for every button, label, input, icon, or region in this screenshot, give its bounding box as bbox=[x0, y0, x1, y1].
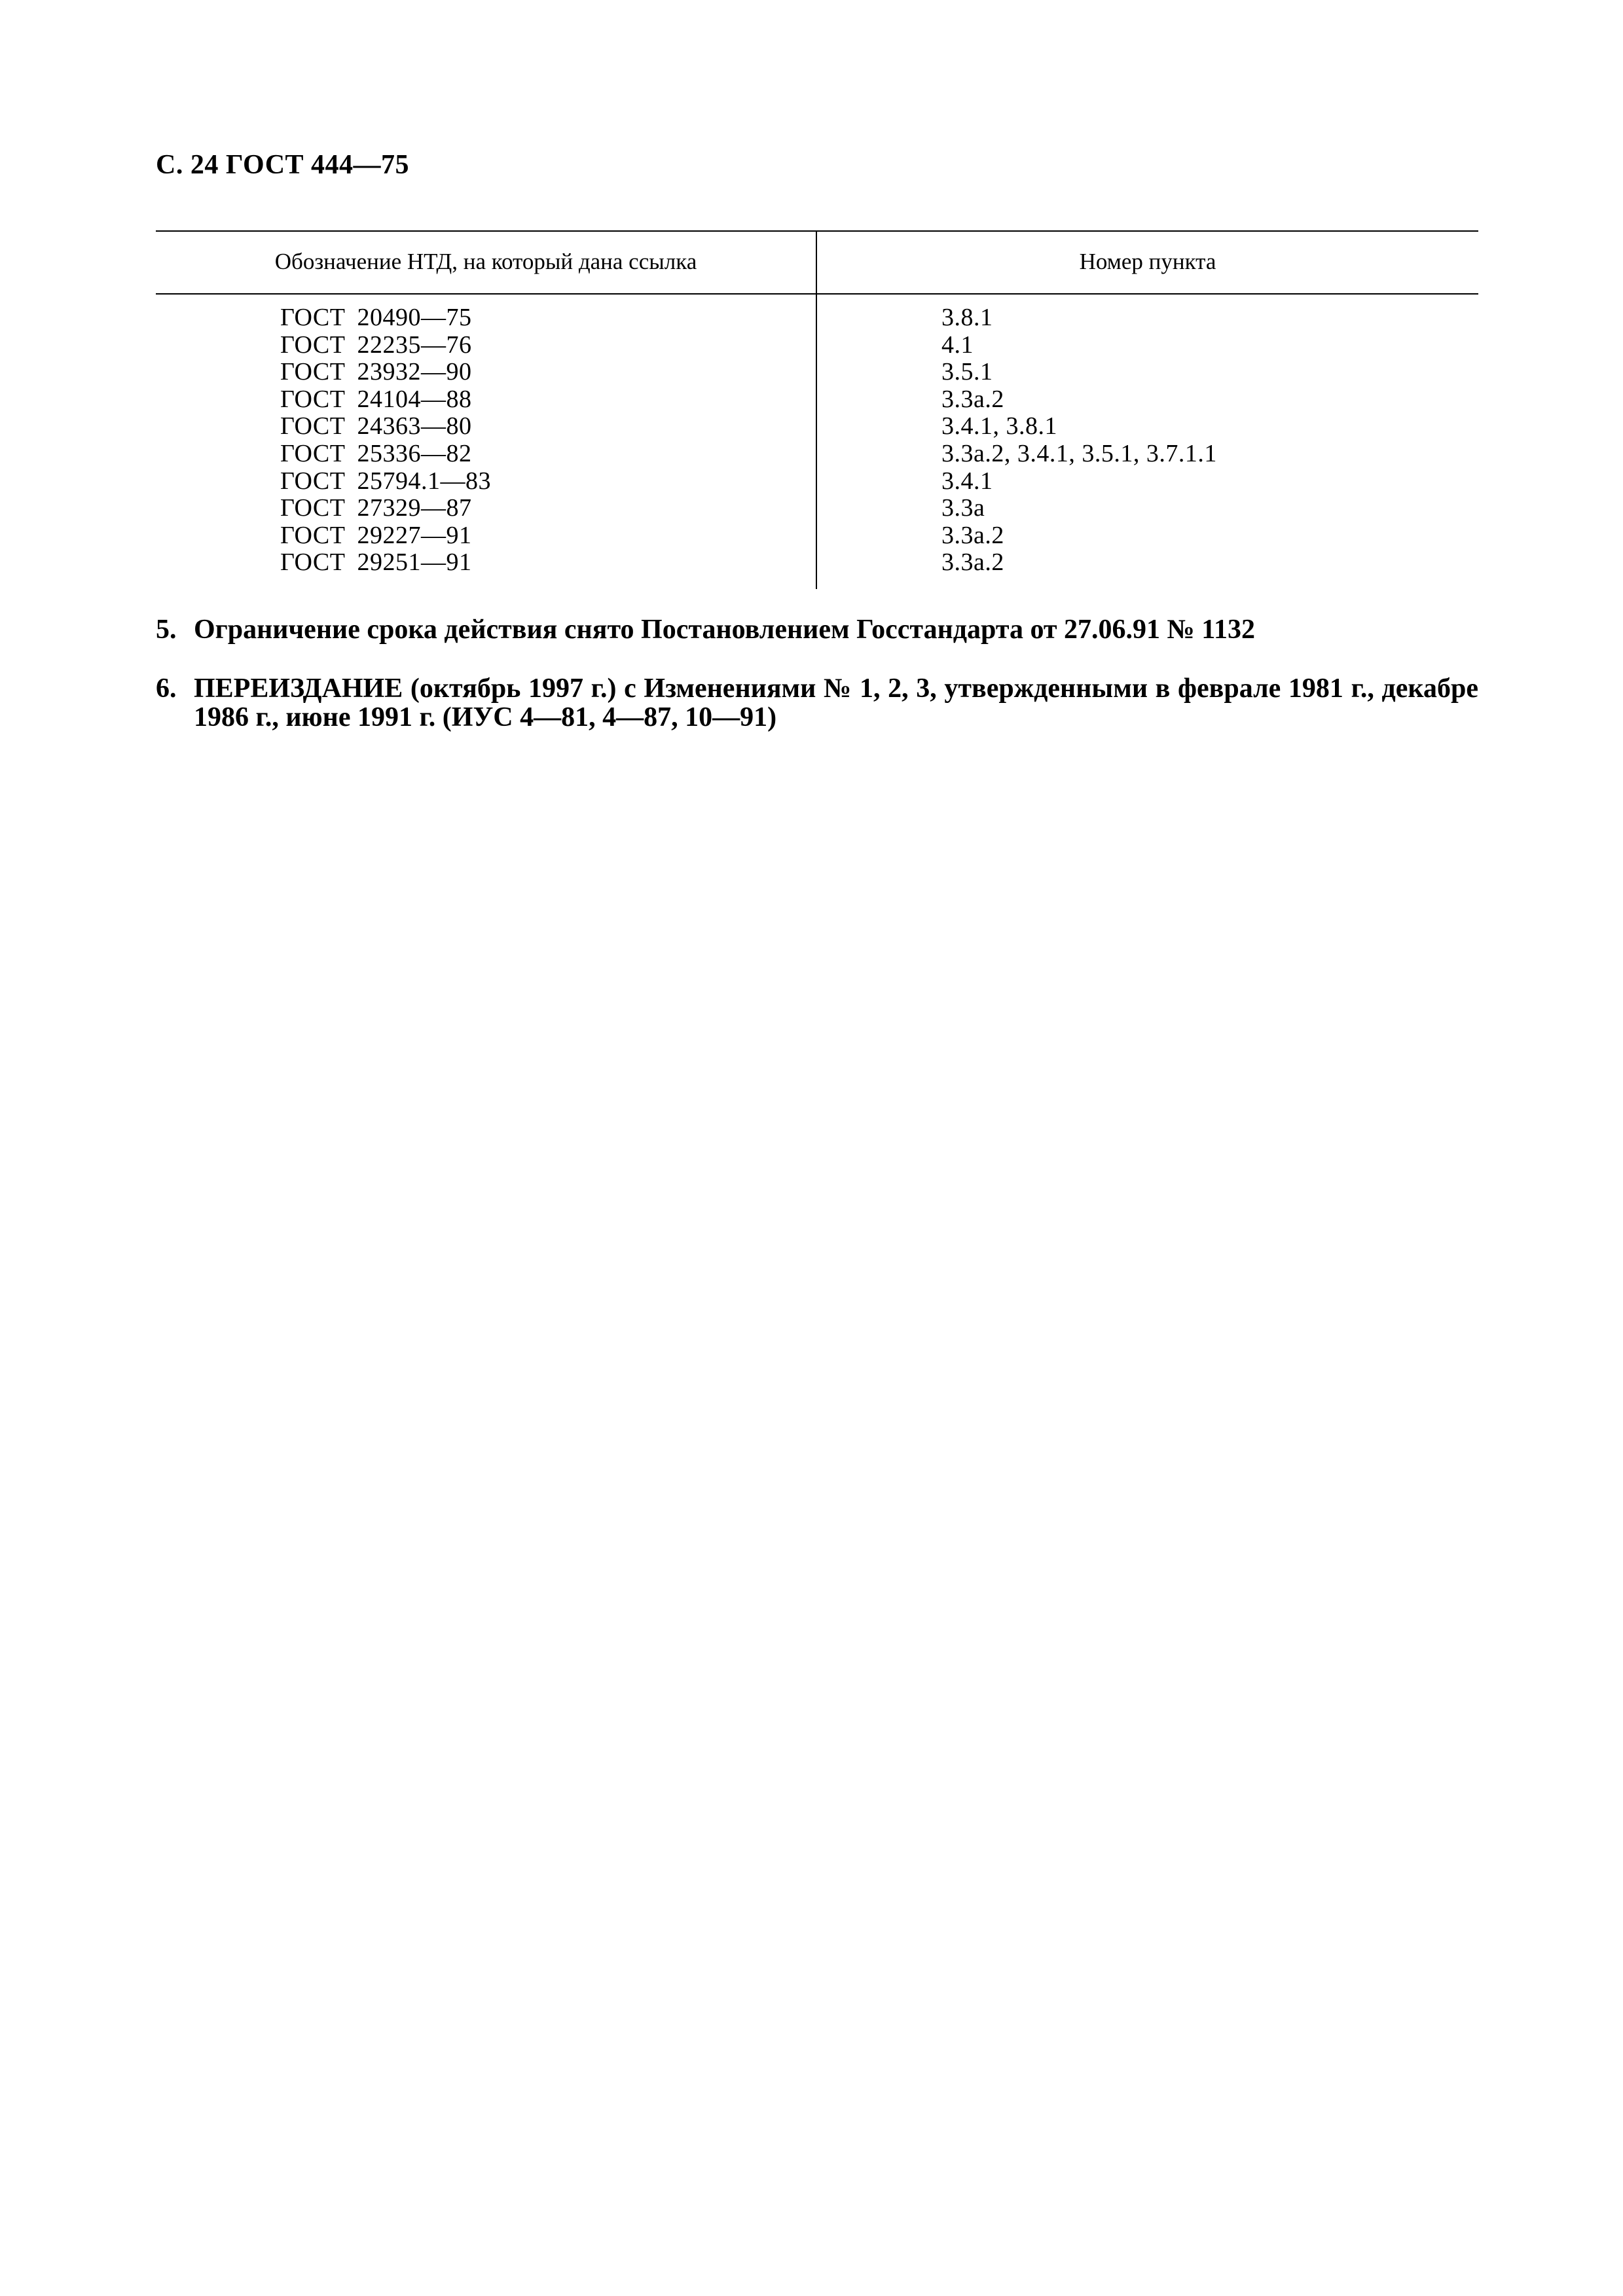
document-number: 25336—82 bbox=[357, 439, 472, 467]
document-prefix: ГОСТ bbox=[280, 304, 346, 331]
table-row bbox=[156, 495, 1478, 522]
document-number: 25794.1—83 bbox=[357, 467, 491, 495]
document-number: 29251—91 bbox=[357, 548, 472, 577]
table-row bbox=[156, 386, 1478, 414]
item-number-cell: 3.3а.2 bbox=[941, 521, 1004, 549]
note-6 bbox=[156, 674, 1478, 732]
item-number-cell: 3.4.1 bbox=[941, 467, 993, 495]
note-text: Ограничение срока действия снято Постановлением Госстандарта от 27.06.91 № 1132 bbox=[194, 615, 1255, 645]
column-header-item-number: Номер пункта bbox=[1079, 249, 1216, 274]
item-number-cell: 3.3а.2 bbox=[941, 385, 1004, 413]
item-number-cell: 4.1 bbox=[941, 331, 974, 359]
document-prefix: ГОСТ bbox=[280, 521, 346, 549]
document-prefix: ГОСТ bbox=[280, 331, 346, 359]
item-number-cell: 3.3а bbox=[941, 494, 985, 522]
item-number-cell: 3.3а.2 bbox=[941, 548, 1004, 577]
document-cell bbox=[280, 440, 472, 468]
table-row bbox=[156, 332, 1478, 359]
item-number-cell: 3.4.1, 3.8.1 bbox=[941, 412, 1057, 440]
document-prefix: ГОСТ bbox=[280, 385, 346, 413]
table-body bbox=[156, 304, 1478, 577]
note-5 bbox=[156, 615, 1478, 644]
note-number: 6. bbox=[156, 673, 177, 704]
note-text: ПЕРЕИЗДАНИЕ (октябрь 1997 г.) с Изменениями № 1, 2, 3, утвержденными в феврале 1981 г., декабре 1986 г., июне 1991 г. (ИУС 4—81, 4—87, 10—91) bbox=[194, 673, 1478, 732]
document-prefix: ГОСТ bbox=[280, 412, 346, 440]
document-cell bbox=[280, 304, 472, 332]
document-prefix: ГОСТ bbox=[280, 548, 346, 577]
document-number: 24104—88 bbox=[357, 385, 472, 413]
document-number: 22235—76 bbox=[357, 331, 472, 359]
table-header-rule bbox=[156, 293, 1478, 295]
document-prefix: ГОСТ bbox=[280, 439, 346, 467]
item-number-cell: 3.8.1 bbox=[941, 304, 993, 331]
document-number: 20490—75 bbox=[357, 304, 472, 331]
table-row bbox=[156, 522, 1478, 550]
table-row bbox=[156, 413, 1478, 440]
document-cell bbox=[280, 332, 472, 359]
document-number: 23932—90 bbox=[357, 358, 472, 386]
document-number: 24363—80 bbox=[357, 412, 472, 440]
document-cell bbox=[280, 495, 472, 522]
table-row bbox=[156, 549, 1478, 577]
item-number-cell: 3.5.1 bbox=[941, 358, 993, 386]
table-row bbox=[156, 304, 1478, 332]
column-header-document: Обозначение НТД, на который дана ссылка bbox=[274, 249, 697, 274]
document-cell bbox=[280, 468, 491, 495]
document-prefix: ГОСТ bbox=[280, 358, 346, 386]
document-cell bbox=[280, 359, 472, 386]
document-cell bbox=[280, 386, 472, 414]
table-row bbox=[156, 359, 1478, 386]
document-prefix: ГОСТ bbox=[280, 467, 346, 495]
item-number-cell: 3.3а.2, 3.4.1, 3.5.1, 3.7.1.1 bbox=[941, 439, 1217, 467]
document-cell bbox=[280, 549, 472, 577]
reference-table bbox=[156, 230, 1478, 589]
document-prefix: ГОСТ bbox=[280, 494, 346, 522]
document-number: 27329—87 bbox=[357, 494, 472, 522]
document-cell bbox=[280, 522, 472, 550]
note-number: 5. bbox=[156, 615, 177, 645]
document-number: 29227—91 bbox=[357, 521, 472, 549]
table-row bbox=[156, 440, 1478, 468]
document-cell bbox=[280, 413, 472, 440]
page-header: С. 24 ГОСТ 444—75 bbox=[156, 150, 410, 180]
table-row bbox=[156, 468, 1478, 495]
